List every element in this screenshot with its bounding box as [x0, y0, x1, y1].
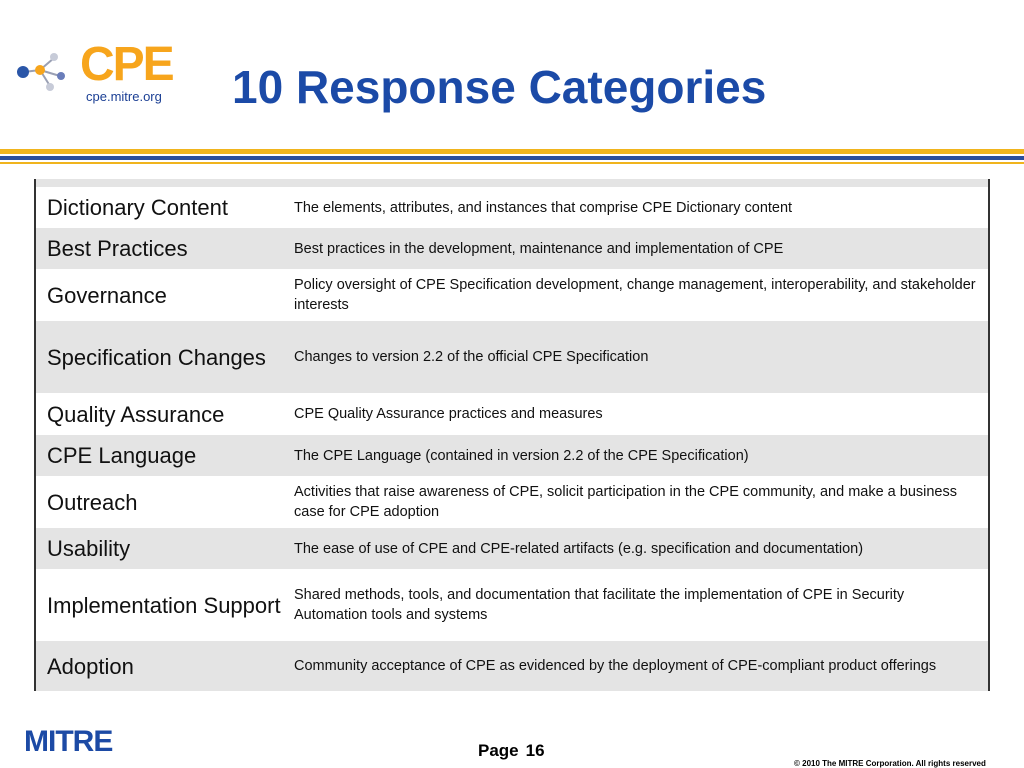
category-name: Specification Changes: [36, 321, 291, 393]
mitre-logo: MITRE: [24, 725, 113, 758]
table-row: [36, 228, 988, 269]
category-description: CPE Quality Assurance practices and measures: [291, 393, 988, 435]
logo-wordmark: CPE: [80, 38, 173, 91]
category-name: Outreach: [36, 476, 291, 528]
category-description: Community acceptance of CPE as evidenced by the deployment of CPE-compliant product offerings: [291, 641, 988, 691]
category-description: The elements, attributes, and instances that comprise CPE Dictionary content: [291, 187, 988, 228]
category-name: Adoption: [36, 641, 291, 691]
category-name: CPE Language: [36, 435, 291, 476]
category-name: Best Practices: [36, 228, 291, 269]
page-label: Page: [478, 741, 519, 760]
category-description: Activities that raise awareness of CPE, solicit participation in the CPE community, and make a business case for CPE adoption: [291, 476, 988, 528]
table-row: [36, 269, 988, 321]
cpe-logo: [14, 38, 174, 112]
table-top-band: [36, 179, 988, 187]
category-description: The ease of use of CPE and CPE-related artifacts (e.g. specification and documentation): [291, 528, 988, 569]
category-name: Implementation Support: [36, 569, 291, 641]
network-nodes-icon: [14, 42, 84, 102]
table-row: [36, 528, 988, 569]
table-row: [36, 476, 988, 528]
header-rule-blue: [0, 156, 1024, 160]
category-name: Governance: [36, 269, 291, 321]
page-value: 16: [525, 741, 545, 760]
table-row: [36, 569, 988, 641]
category-description: Shared methods, tools, and documentation that facilitate the implementation of CPE in Security Automation tools and systems: [291, 569, 988, 641]
categories-table: [34, 179, 990, 691]
copyright-notice: © 2010 The MITRE Corporation. All rights reserved: [794, 759, 986, 768]
header-rule-gold-thin: [0, 162, 1024, 164]
table-row: [36, 641, 988, 691]
table-row: [36, 187, 988, 228]
category-name: Usability: [36, 528, 291, 569]
category-name: Dictionary Content: [36, 187, 291, 228]
table-row: [36, 321, 988, 393]
category-description: Best practices in the development, maintenance and implementation of CPE: [291, 228, 988, 269]
category-description: The CPE Language (contained in version 2.2 of the CPE Specification): [291, 435, 988, 476]
category-name: Quality Assurance: [36, 393, 291, 435]
page-number: [478, 741, 552, 761]
logo-url: cpe.mitre.org: [86, 89, 162, 104]
category-description: Changes to version 2.2 of the official CPE Specification: [291, 321, 988, 393]
category-description: Policy oversight of CPE Specification development, change management, interoperability, and stakeholder interests: [291, 269, 988, 321]
table-row: [36, 393, 988, 435]
categories-grid: [36, 187, 988, 691]
header-rule-gold: [0, 149, 1024, 154]
page-title: 10 Response Categories: [232, 61, 767, 113]
table-row: [36, 435, 988, 476]
